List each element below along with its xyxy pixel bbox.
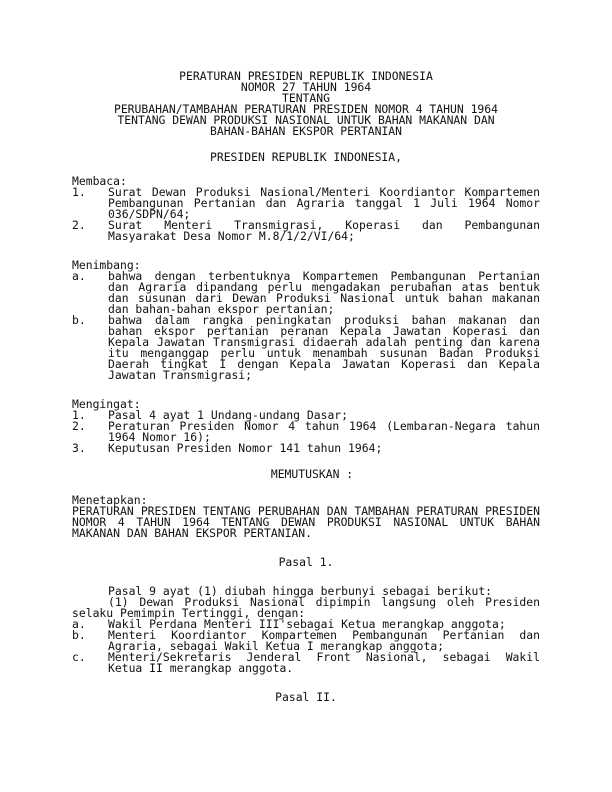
document-page	[72, 71, 540, 703]
item-label: a.	[72, 269, 86, 283]
mengingat-section	[72, 399, 540, 454]
item-text: bahwa dalam rangka peningkatan produksi bahan makanan dan bahan ekspor pertanian peranan Kepala Jawatan Koperasi dan Kepala Jawatan Transmigrasi didaerah adalah penting dan karena itu menganggap perlu untuk menambah susunan Badan Produksi Daerah tingkat I dengan Kepala Jawatan Koperasi dan Kepala Jawatan Transmigrasi;	[108, 313, 540, 382]
list-item	[72, 443, 540, 454]
item-text: Peraturan Presiden Nomor 4 tahun 1964 (Lembaran-Negara tahun 1964 Nomor 16);	[108, 419, 540, 444]
section-heading: Menetapkan:	[72, 493, 148, 507]
menetapkan-section	[72, 495, 540, 539]
title-line: NOMOR 27 TAHUN 1964	[240, 80, 372, 94]
pasal-1-heading: Pasal 1.	[278, 555, 334, 569]
list-item	[72, 187, 540, 220]
item-text: Keputusan Presiden Nomor 141 tahun 1964;	[108, 441, 383, 455]
title-line: PERATURAN PRESIDEN REPUBLIK INDONESIA	[179, 69, 433, 83]
list-item	[72, 271, 540, 315]
item-label: 3.	[72, 441, 86, 455]
list-item	[72, 421, 540, 443]
item-text: Surat Dewan Produksi Nasional/Menteri Koordiantor Kompartemen Pembangunan Pertanian dan Agraria tanggal 1 Juli 1964 Nomor 036/SDPN/64;	[108, 185, 540, 221]
section-heading: Menimbang:	[72, 258, 141, 272]
membaca-section	[72, 176, 540, 242]
item-label: 1.	[72, 408, 86, 422]
pasal-1-paragraph: (1) Dewan Produksi Nasional dipimpin langsung oleh Presiden selaku Pemimpin Tertinggi, dengan:	[72, 595, 540, 620]
item-label: a.	[72, 617, 86, 631]
pasal-1-intro: Pasal 9 ayat (1) diubah hingga berbunyi sebagai berikut:	[108, 584, 493, 598]
item-label: b.	[72, 628, 86, 642]
pasal-2-heading: Pasal II.	[275, 690, 337, 704]
memutuskan-heading: MEMUTUSKAN :	[270, 467, 354, 481]
list-item	[72, 315, 540, 381]
item-label: 1.	[72, 185, 86, 199]
pasal-1-body	[72, 586, 540, 674]
section-heading: Mengingat:	[72, 397, 141, 411]
item-text: Menteri Koordiantor Kompartemen Pembangunan Pertanian dan Agraria, sebagai Wakil Ketua I merangkap anggota;	[108, 628, 540, 653]
president-heading: PRESIDEN REPUBLIK INDONESIA,	[209, 150, 403, 164]
list-item	[72, 630, 540, 652]
title-line: BAHAN-BAHAN EKSPOR PERTANIAN	[209, 124, 403, 138]
list-item	[72, 652, 540, 674]
item-label: 2.	[72, 419, 86, 433]
item-text: Menteri/Sekretaris Jenderal Front Nasional, sebagai Wakil Ketua II merangkap anggota.	[108, 650, 540, 675]
item-text: Surat Menteri Transmigrasi, Koperasi dan Pembangunan Masyarakat Desa Nomor M.8/1/2/VI/64;	[108, 218, 540, 243]
title-line: TENTANG	[281, 91, 330, 105]
list-item	[72, 220, 540, 242]
title-line: PERUBAHAN/TAMBAHAN PERATURAN PRESIDEN NOMOR 4 TAHUN 1964	[113, 102, 499, 116]
section-heading: Membaca:	[72, 174, 127, 188]
menimbang-section	[72, 260, 540, 381]
title-line: TENTANG DEWAN PRODUKSI NASIONAL UNTUK BAHAN MAKANAN DAN	[117, 113, 495, 127]
item-text: Wakil Perdana Menteri III'sebagai Ketua merangkap anggota;	[108, 617, 506, 631]
item-label: 2.	[72, 218, 86, 232]
item-text: Pasal 4 ayat 1 Undang-undang Dasar;	[108, 408, 349, 422]
item-text: bahwa dengan terbentuknya Kompartemen Pembangunan Pertanian dan Agraria dipandang perlu mengadakan perubahan atas bentuk dan susunan dari Dewan Produksi Nasional untuk bahan makanan dan bahan-bahan ekspor pertanian;	[108, 269, 540, 316]
item-label: c.	[72, 650, 86, 664]
document-title	[72, 71, 540, 137]
item-label: b.	[72, 313, 86, 327]
menetapkan-text: PERATURAN PRESIDEN TENTANG PERUBAHAN DAN TAMBAHAN PERATURAN PRESIDEN NOMOR 4 TAHUN 1964 TENTANG DEWAN PRODUKSI NASIONAL UNTUK BAHAN MAKANAN DAN BAHAN EKSPOR PERTANIAN.	[72, 504, 540, 540]
